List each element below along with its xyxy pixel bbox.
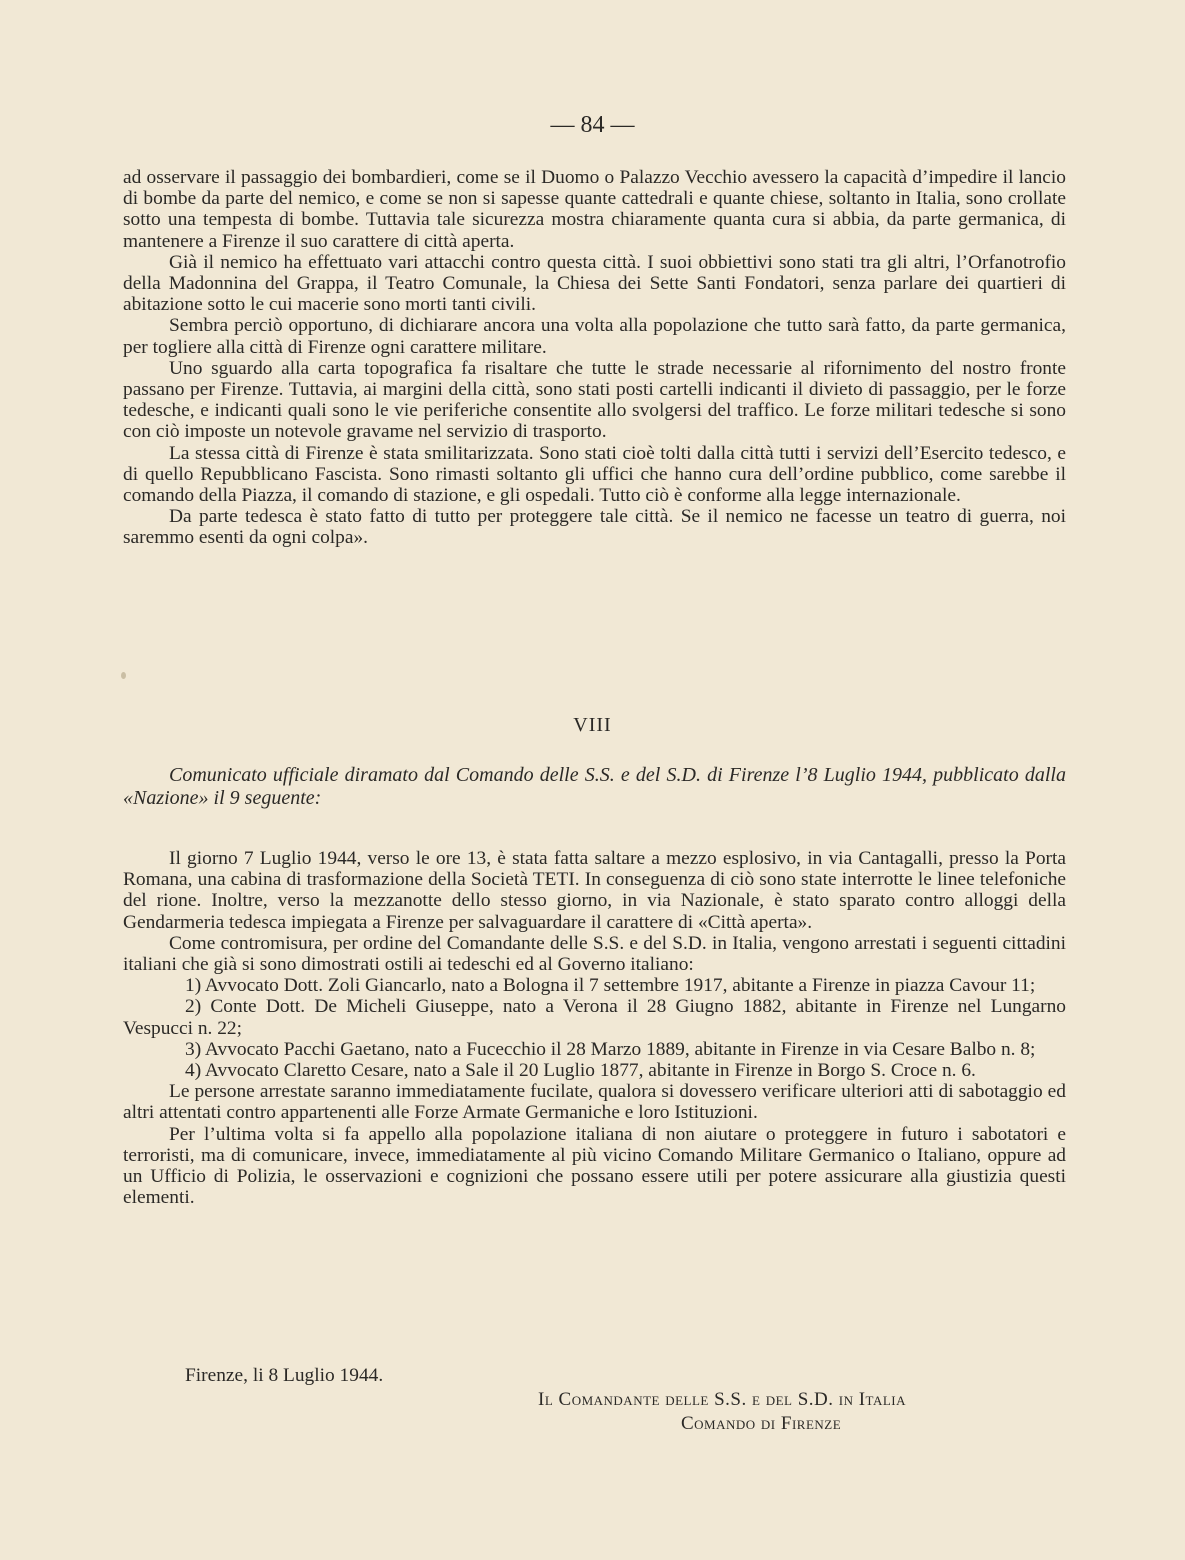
paragraph: Sembra perciò opportuno, di dichiarare ancora una volta alla popolazione che tutto sarà fatto, da parte germanica, per togliere alla città di Firenze ogni carattere militare. [123, 315, 1066, 358]
arrested-list-item: 3) Avvocato Pacchi Gaetano, nato a Fucecchio il 28 Marzo 1889, abitante in Firenze in via Cesare Balbo n. 8; [185, 1038, 1036, 1060]
section-heading [123, 764, 1066, 810]
paper-speck [121, 672, 126, 679]
paragraph: Il giorno 7 Luglio 1944, verso le ore 13, è stata fatta saltare a mezzo esplosivo, in via Cantagalli, presso la Porta Romana, una cabina di trasformazione della Società TETI. In conseguenza di ciò sono state interrotte le linee telefoniche del rione. Inoltre, verso la mezzanotte dello stesso giorno, in via Nazionale, è stato sparato contro alloggi della Gendarmeria tedesca impiegata a Firenze per salvaguardare il carattere di «Città aperta». [123, 848, 1066, 933]
signature-line-1: Il Comandante delle S.S. e del S.D. in Italia [538, 1389, 906, 1410]
arrested-list-item: 2) Conte Dott. De Micheli Giuseppe, nato a Verona il 28 Giugno 1882, abitante in Firenze nel Lungarno Vespucci n. 22; [123, 996, 1066, 1039]
body-text-part-1 [123, 167, 1066, 549]
paragraph: Come contromisura, per ordine del Comandante delle S.S. e del S.D. in Italia, vengono arrestati i seguenti cittadini italiani che già si sono dimostrati ostili ai tedeschi ed al Governo italiano: [123, 932, 1066, 976]
body-text-part-2 [123, 848, 1066, 1208]
arrested-list-item: 1) Avvocato Dott. Zoli Giancarlo, nato a Bologna il 7 settembre 1917, abitante a Firenze in piazza Cavour 11; [185, 975, 1036, 997]
arrested-list-item: 4) Avvocato Claretto Cesare, nato a Sale il 20 Luglio 1877, abitante in Firenze in Borgo S. Croce n. 6. [185, 1060, 976, 1082]
paragraph: Già il nemico ha effettuato vari attacchi contro questa città. I suoi obbiettivi sono stati tra gli altri, l’Orfanotrofio della Madonnina del Grappa, il Teatro Comunale, la Chiesa dei Sette Santi Fondatori, senza parlare dei quartieri di abitazione sotto le cui macerie sono morti tanti civili. [123, 251, 1066, 316]
paragraph: Le persone arrestate saranno immediatamente fucilate, qualora si dovessero verificare ulteriori atti di sabotaggio ed altri attentati contro appartenenti alle Forze Armate Germaniche e loro Istituzioni. [123, 1081, 1066, 1124]
signature-block [538, 1388, 1038, 1436]
signature-line-2: Comando di Firenze [681, 1413, 842, 1434]
paragraph: La stessa città di Firenze è stata smilitarizzata. Sono stati cioè tolti dalla città tutti i servizi dell’Esercito tedesco, e di quello Repubblicano Fascista. Sono rimasti soltanto gli uffici che hanno cura dell’ordine pubblico, come sarebbe il comando della Piazza, il comando di stazione, e gli ospedali. Tutto ciò è conforme alla legge internazionale. [123, 442, 1066, 507]
page-number: — 84 — [550, 112, 635, 138]
section-number: VIII [573, 714, 612, 736]
paragraph: Uno sguardo alla carta topografica fa risaltare che tutte le strade necessarie al rifornimento del nostro fronte passano per Firenze. Tuttavia, ai margini della città, sono stati posti cartelli indicanti il divieto di passaggio, per le forze tedesche, e indicanti quali sono le vie periferiche consentite allo svolgersi del traffico. Le forze militari tedesche si sono con ciò imposte un notevole gravame nel servizio di trasporto. [123, 357, 1066, 443]
heading-text: Comunicato ufficiale diramato dal Comando delle S.S. e del S.D. di Firenze l’8 Luglio 1944, pubblicato dalla «Nazione» il 9 seguente: [123, 764, 1066, 809]
paragraph: ad osservare il passaggio dei bombardieri, come se il Duomo o Palazzo Vecchio avessero la capacità d’impedire il lancio di bombe da parte del nemico, e come se non si sapesse quante cattedrali e quante chiese, soltanto in Italia, sono crollate sotto una tempesta di bombe. Tuttavia tale sicurezza mostra chiaramente quanta cura si abbia, da parte germanica, di mantenere a Firenze il suo carattere di città aperta. [123, 167, 1066, 252]
paragraph: Da parte tedesca è stato fatto di tutto per proteggere tale città. Se il nemico ne facesse un teatro di guerra, noi saremmo esenti da ogni colpa». [123, 506, 1066, 549]
date-line: Firenze, li 8 Luglio 1944. [185, 1365, 384, 1386]
paragraph: Per l’ultima volta si fa appello alla popolazione italiana di non aiutare o proteggere in futuro i sabotatori e terroristi, ma di comunicare, invece, immediatamente al più vicino Comando Militare Germanico o Italiano, oppure ad un Ufficio di Polizia, le osservazioni e cognizioni che possano essere utili per potere assicurare alla giustizia questi elementi. [123, 1123, 1066, 1209]
